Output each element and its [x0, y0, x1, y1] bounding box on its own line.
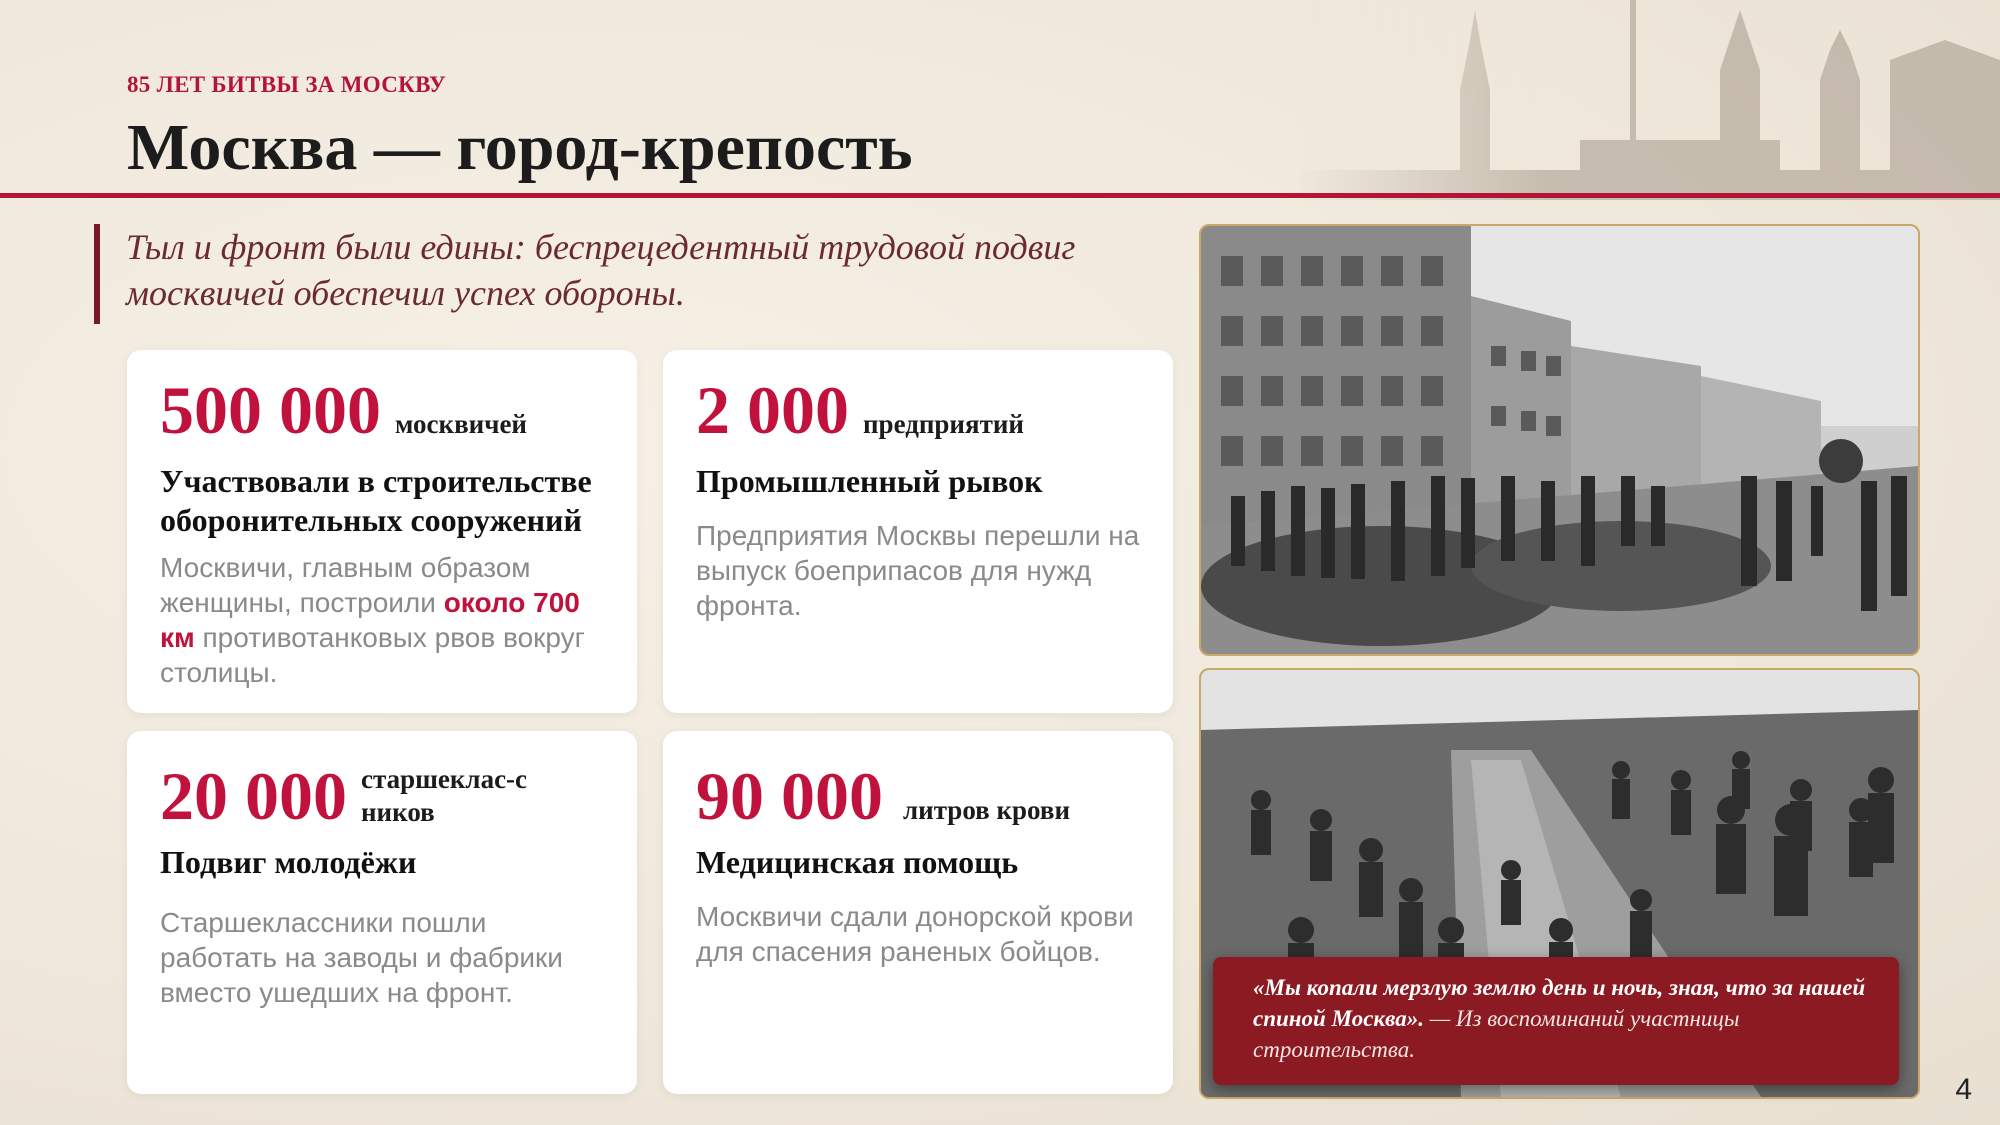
title-divider [0, 193, 2000, 198]
stat-number: 20 000 [160, 758, 347, 834]
photo-illustration [1201, 226, 1918, 654]
card-body: Предприятия Москвы перешли на выпуск боеприпасов для нужд фронта. [696, 520, 1140, 621]
stat-row [160, 758, 531, 834]
card-heading: Медицинская помощь [696, 844, 1019, 880]
stat-row [160, 372, 527, 448]
card-body: Москвичи, главным образом женщины, построили около 700 км противотанковых рвов вокруг столицы. [160, 552, 585, 688]
slide-kicker: 85 ЛЕТ БИТВЫ ЗА МОСКВУ [127, 72, 447, 97]
slide-title: Москва — город-крепость [127, 111, 913, 184]
quote-callout [1213, 957, 1899, 1085]
stat-unit: старшеклас-сников [361, 764, 528, 827]
stat-row [696, 372, 1024, 448]
highlight-text: около 700 км [160, 587, 580, 653]
quote-bold: «Мы копали мерзлую землю день и ночь, зная, что за нашей спиной Москва». [1253, 975, 1866, 1031]
stat-card-youth [127, 731, 637, 1094]
stat-unit: москвичей [395, 409, 527, 439]
stat-row [696, 758, 1071, 834]
stat-unit: предприятий [863, 409, 1024, 439]
street-barricades-photo [1199, 224, 1920, 656]
stat-card-muscovites [127, 350, 637, 713]
card-body: Москвичи сдали донорской крови для спасения раненых бойцов. [696, 901, 1134, 967]
stat-number: 90 000 [696, 758, 883, 834]
stat-number: 2 000 [696, 372, 849, 448]
quote-attribution: — Из воспоминаний участницы строительства. [1253, 1006, 1740, 1062]
card-heading: Участвовали в строительстве оборонительных сооружений [160, 463, 592, 538]
kremlin-skyline-image [1300, 0, 2000, 200]
lead-text: Тыл и фронт были едины: беспрецедентный трудовой подвиг москвичей обеспечил успех обороны. [126, 227, 1076, 313]
quote-text [1253, 972, 1873, 1065]
stat-card-enterprises [663, 350, 1173, 713]
stat-unit: литров крови [903, 795, 1071, 825]
card-body: Старшеклассники пошли работать на заводы и фабрики вместо ушедших на фронт. [160, 907, 563, 1008]
stat-number: 500 000 [160, 372, 381, 448]
stat-card-blood [663, 731, 1173, 1094]
card-heading: Промышленный рывок [696, 463, 1043, 499]
card-heading: Подвиг молодёжи [160, 844, 417, 880]
lead-accent-bar [94, 224, 100, 324]
page-number: 4 [1955, 1073, 1972, 1106]
